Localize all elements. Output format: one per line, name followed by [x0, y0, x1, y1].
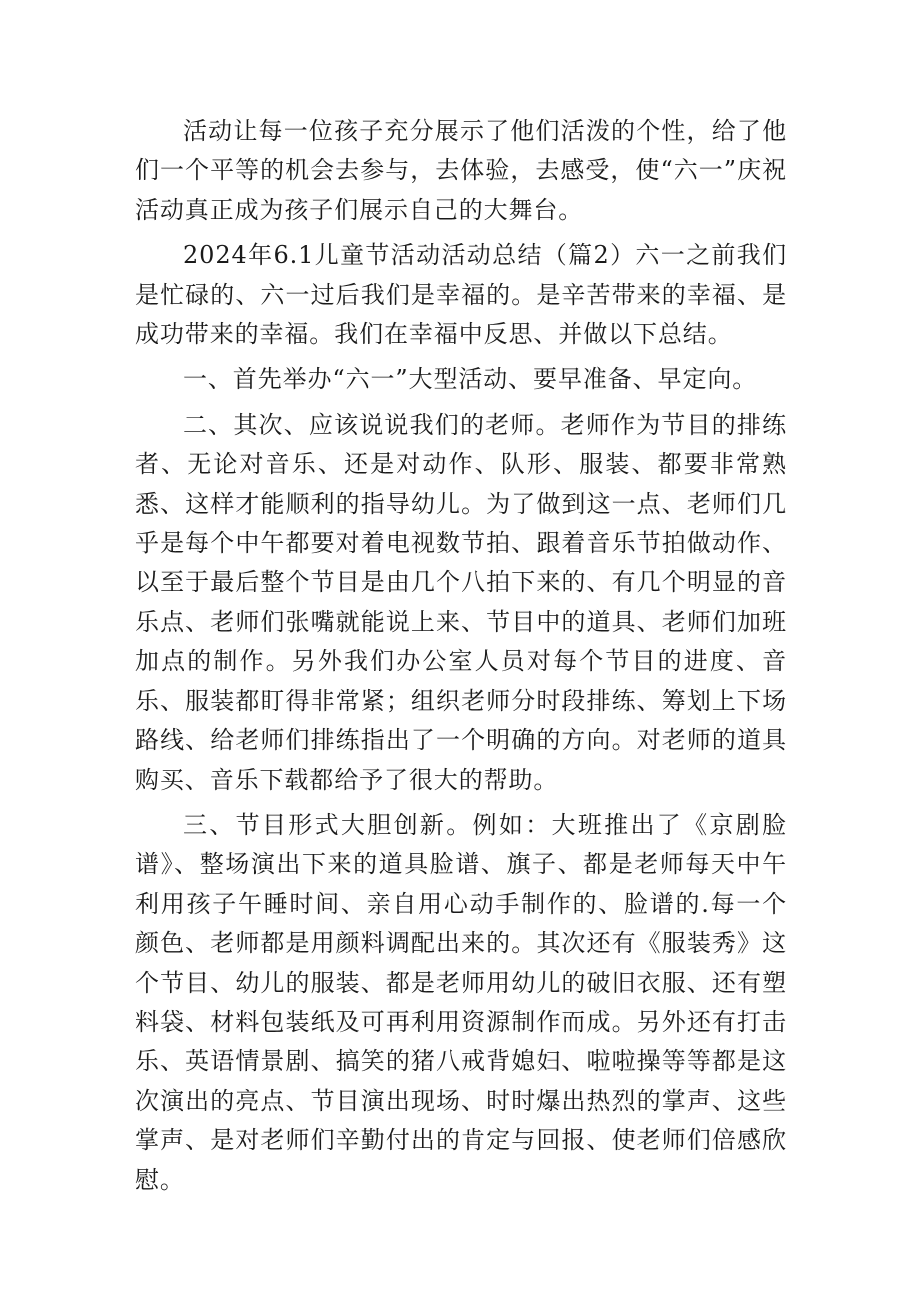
- paragraph-2: 2024年6.1儿童节活动活动总结（篇2）六一之前我们是忙碌的、六一过后我们是幸福的。是辛苦带来的幸福、是成功带来的幸福。我们在幸福中反思、并做以下总结。: [135, 241, 787, 349]
- paragraph-3: 一、首先举办“六一”大型活动、要早准备、早定向。: [183, 365, 758, 394]
- document-body: [135, 112, 787, 1206]
- paragraph-1: 活动让每一位孩子充分展示了他们活泼的个性，给了他们一个平等的机会去参与，去体验，去感受，使“六一”庆祝活动真正成为孩子们展示自己的大舞台。: [135, 117, 787, 224]
- paragraph-5: 三、节目形式大胆创新。例如：大班推出了《京剧脸谱》、整场演出下来的道具脸谱、旗子、都是老师每天中午利用孩子午睡时间、亲自用心动手制作的、脸谱的.每一个颜色、老师都是用颜料调配出来的。其次还有《服装秀》这个节目、幼儿的服装、都是老师用幼儿的破旧衣服、还有塑料袋、材料包装纸及可再利用资源制作而成。另外还有打击乐、英语情景剧、搞笑的猪八戒背媳妇、啦啦操等等都是这次演出的亮点、节目演出现场、时时爆出热烈的掌声、这些掌声、是对老师们辛勤付出的肯定与回报、使老师们倍感欣慰。: [135, 810, 787, 1194]
- paragraph-4: 二、其次、应该说说我们的老师。老师作为节目的排练者、无论对音乐、还是对动作、队形、服装、都要非常熟悉、这样才能顺利的指导幼儿。为了做到这一点、老师们几乎是每个中午都要对着电视数节拍、跟着音乐节拍做动作、以至于最后整个节目是由几个八拍下来的、有几个明显的音乐点、老师们张嘴就能说上来、节目中的道具、老师们加班加点的制作。另外我们办公室人员对每个节目的进度、音乐、服装都盯得非常紧；组织老师分时段排练、筹划上下场路线、给老师们排练指出了一个明确的方向。对老师的道具购买、音乐下载都给予了很大的帮助。: [135, 410, 787, 794]
